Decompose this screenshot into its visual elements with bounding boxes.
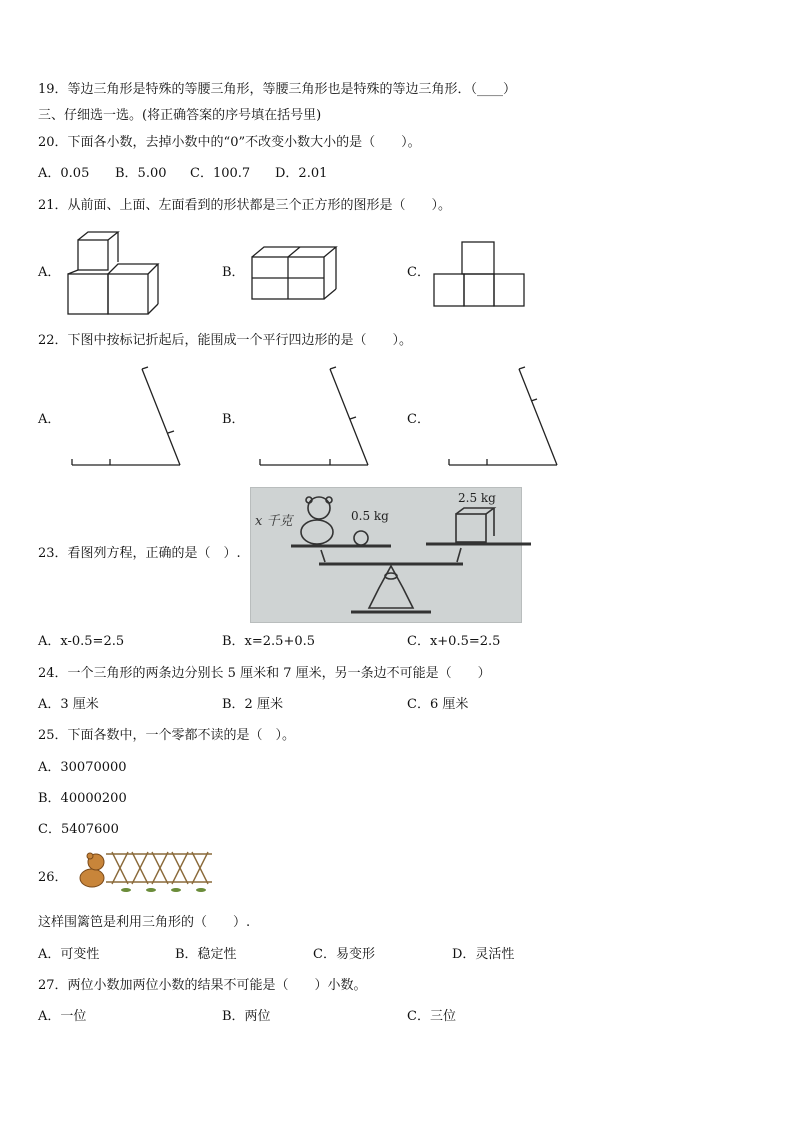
q24-option-c[interactable]: C．6 厘米 xyxy=(407,697,469,712)
q26-number: 26． xyxy=(38,870,68,885)
q19-text: 19．等边三角形是特殊的等腰三角形，等腰三角形也是特殊的等边三角形．（____） xyxy=(38,82,517,97)
photo-small-weight: 0.5 kg xyxy=(351,509,389,523)
q25-option-c[interactable]: C．5407600 xyxy=(38,822,119,837)
q22-option-c[interactable]: C． xyxy=(407,412,430,427)
q21-figure-c xyxy=(432,240,530,310)
q27-option-a[interactable]: A．一位 xyxy=(38,1009,87,1024)
q22-figure-a xyxy=(70,365,185,470)
q23-option-b[interactable]: B．x=2.5+0.5 xyxy=(222,634,316,649)
q20-option-d[interactable]: D．2.01 xyxy=(275,166,328,181)
q21-figure-b xyxy=(250,243,340,301)
q20-option-c[interactable]: C．100.7 xyxy=(190,166,251,181)
q27-text: 27．两位小数加两位小数的结果不可能是（ ）小数。 xyxy=(38,978,367,993)
fence-illustration xyxy=(66,842,214,894)
q27-option-c[interactable]: C．三位 xyxy=(407,1009,456,1024)
q23-option-c[interactable]: C．x+0.5=2.5 xyxy=(407,634,501,649)
q22-figure-b xyxy=(258,365,373,470)
q25-option-a[interactable]: A．30070000 xyxy=(38,760,127,775)
q20-text: 20．下面各小数，去掉小数中的“0”不改变小数大小的是（ ）。 xyxy=(38,135,421,150)
photo-big-weight: 2.5 kg xyxy=(458,491,496,505)
q26-text: 这样围篱笆是利用三角形的（ ）. xyxy=(38,915,251,930)
q24-option-b[interactable]: B．2 厘米 xyxy=(222,697,283,712)
q23-text: 23．看图列方程，正确的是（ ）. xyxy=(38,546,241,561)
q26-option-c[interactable]: C．易变形 xyxy=(313,947,375,962)
q21-figure-a xyxy=(60,228,160,316)
q24-option-a[interactable]: A．3 厘米 xyxy=(38,697,99,712)
q26-option-a[interactable]: A．可变性 xyxy=(38,947,100,962)
q20-option-b[interactable]: B．5.00 xyxy=(115,166,167,181)
q25-text: 25．下面各数中，一个零都不读的是（ ）。 xyxy=(38,728,296,743)
q26-option-b[interactable]: B．稳定性 xyxy=(175,947,237,962)
q22-option-a[interactable]: A． xyxy=(38,412,61,427)
q22-text: 22．下图中按标记折起后，能围成一个平行四边形的是（ ）。 xyxy=(38,333,413,348)
q22-option-b[interactable]: B． xyxy=(222,412,245,427)
q26-option-d[interactable]: D．灵活性 xyxy=(452,947,515,962)
q21-option-c[interactable]: C． xyxy=(407,265,430,280)
q24-text: 24．一个三角形的两条边分别长 5 厘米和 7 厘米，另一条边不可能是（ ） xyxy=(38,666,491,681)
q21-text: 21．从前面、上面、左面看到的形状都是三个正方形的图形是（ ）。 xyxy=(38,198,452,213)
q23-option-a[interactable]: A．x-0.5=2.5 xyxy=(38,634,125,649)
section-3-heading: 三、仔细选一选。(将正确答案的序号填在括号里) xyxy=(38,108,322,123)
q22-figure-c xyxy=(447,365,562,470)
q21-option-b[interactable]: B． xyxy=(222,265,245,280)
q27-option-b[interactable]: B．两位 xyxy=(222,1009,271,1024)
q21-option-a[interactable]: A． xyxy=(38,265,61,280)
q25-option-b[interactable]: B．40000200 xyxy=(38,791,127,806)
balance-scale-photo xyxy=(250,487,522,623)
q20-option-a[interactable]: A．0.05 xyxy=(38,166,90,181)
photo-x-kg-label: x 千克 xyxy=(255,514,293,529)
